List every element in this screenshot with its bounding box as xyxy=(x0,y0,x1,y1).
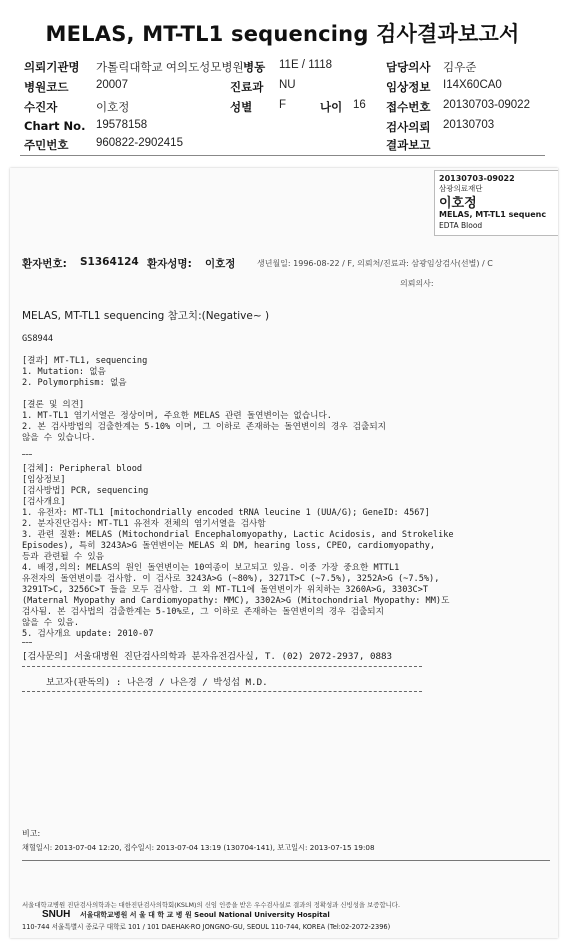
tag-specimen: EDTA Blood xyxy=(439,221,483,230)
receipt-no-label: 접수번호 xyxy=(386,100,431,114)
conclusion-line: [결론 및 의견] xyxy=(22,400,85,410)
specimen-line: 않을 수 있음. xyxy=(22,618,80,628)
specimen-line: 검사됨. 본 검사법의 검출한계는 5-10%로, 그 이하로 존재하는 돌연변이의 경우 검출되지 xyxy=(22,607,384,617)
header-divider xyxy=(20,155,545,156)
specimen-line: [검사개요] xyxy=(22,497,66,507)
specimen-line: 5. 검사개요 update: 2010-07 xyxy=(22,629,154,639)
requester: 의뢰의사: xyxy=(400,279,434,288)
hosp-code-value: 20007 xyxy=(96,79,128,91)
test-title: MELAS, MT-TL1 sequencing 참고치:(Negative~ ) xyxy=(22,310,270,322)
footer-note: 서울대학교병원 진단검사의학과는 대한진단검사의학회(KSLM)의 신임 인증을 받은 우수검사실로 결과의 정확성과 신빙성을 보증합니다. xyxy=(22,901,401,909)
sex-value: F xyxy=(279,99,287,111)
specimen-line: 3291T>C, 3256C>T 들을 모두 검사함. 그 외 MT-TL1에 돌연변이가 위치하는 3260A>G, 3303C>T xyxy=(22,585,429,595)
tag-test: MELAS, MT-TL1 sequenc xyxy=(439,210,547,219)
ward-label: 병동 xyxy=(243,60,266,74)
ssn-value: 960822-2902415 xyxy=(96,137,183,149)
sex-label: 성별 xyxy=(230,100,253,114)
test-code: GS8944 xyxy=(22,334,54,344)
dates-line: 채혈일시: 2013-07-04 12:20, 접수일시: 2013-07-04 13:19 (130704-141), 보고일시: 2013-07-15 19:08 xyxy=(22,843,375,852)
patient-no: S1364124 xyxy=(80,256,139,268)
conclusion-line: 2. 본 검사방법의 검출한계는 5-10% 이며, 그 이하로 존재하는 돌연변이의 경우 검출되지 xyxy=(22,422,386,432)
tag-lab: 삼광의료재단 xyxy=(439,184,483,193)
specimen-line: 2. 분자진단검사: MT-TL1 유전자 전체의 염기서열을 검사함 xyxy=(22,519,266,529)
hosp-code-label: 병원코드 xyxy=(24,80,69,94)
req-org-label: 의뢰기관명 xyxy=(24,60,80,74)
specimen-line: [검사방법] PCR, sequencing xyxy=(22,486,149,496)
doctor-label: 담당의사 xyxy=(386,60,431,74)
dept-value: NU xyxy=(279,79,296,91)
req-org-value: 가톨릭대학교 여의도성모병원 xyxy=(96,62,244,74)
result-line: [결과] MT-TL1, sequencing xyxy=(22,356,148,366)
specimen-line: 4. 배경,의의: MELAS의 원인 돌연변이는 10여종이 보고되고 있음. 이중 가장 중요한 MTTL1 xyxy=(22,563,400,573)
specimen-line: Episodes), 특히 3243A>G 돌연변이는 MELAS 외 DM, hearing loss, CPEO, cardiomyopathy, xyxy=(22,541,436,551)
specimen-line: [검체]: Peripheral blood xyxy=(22,464,143,474)
remarks-label: 비고: xyxy=(22,829,41,838)
receipt-no-value: 20130703-09022 xyxy=(443,99,530,111)
ward-value: 11E / 1118 xyxy=(279,59,333,71)
result-line: 2. Polymorphism: 없음 xyxy=(22,378,127,388)
doctor-value: 김우준 xyxy=(443,62,477,74)
patient-info: 생년월일: 1996-08-22 / F, 의뢰처/진료과: 삼광임상검사(선별) / C xyxy=(257,259,493,268)
patient-no-label: 환자번호: xyxy=(22,258,67,270)
chart-no-value: 19578158 xyxy=(96,119,148,131)
reporter: 보고자(판독의) : 나은경 / 나은경 / 박성섭 M.D. xyxy=(46,677,268,688)
collector-label: 수진자 xyxy=(24,100,58,114)
age-value: 16 xyxy=(353,99,366,111)
chart-no-label: Chart No. xyxy=(24,119,86,133)
report-title: MELAS, MT-TL1 sequencing 검사결과보고서 xyxy=(45,22,520,46)
dates-divider xyxy=(22,860,550,861)
hospital-line: 서울대학교병원 서 울 대 학 교 병 원 Seoul National University Hospital xyxy=(80,911,330,919)
clinical-info-label: 임상정보 xyxy=(386,80,431,94)
separator xyxy=(22,691,422,692)
specimen-line: 등과 관련될 수 있음 xyxy=(22,552,104,562)
address-line: 110-744 서울특별시 종로구 대학로 101 / 101 DAEHAK-RO JONGNO-GU, SEOUL 110-744, KOREA (Tel:02-2072-2396) xyxy=(22,923,391,931)
separator xyxy=(22,642,32,643)
request-date-label: 검사의뢰 xyxy=(386,120,431,134)
specimen-line: 3. 관련 질환: MELAS (Mitochondrial Encephalomyopathy, Lactic Acidosis, and Strokelike xyxy=(22,530,454,540)
patient-name: 이호정 xyxy=(205,258,236,270)
conclusion-line: 1. MT-TL1 염기서열은 정상이며, 주요한 MELAS 관련 돌연변이는 없습니다. xyxy=(22,411,332,421)
report-date-label: 결과보고 xyxy=(386,138,431,152)
specimen-line: 유전자의 돌연변이를 검사함. 이 검사로 3243A>G (~80%), 3271T>C (~7.5%), 3252A>G (~7.5%), xyxy=(22,574,440,584)
separator xyxy=(22,666,422,667)
scanned-report xyxy=(10,168,558,938)
dept-label: 진료과 xyxy=(230,80,264,94)
conclusion-line: 않을 수 있습니다. xyxy=(22,433,96,443)
lab-inquiry: [검사문의] 서울대병원 진단검사의학과 분자유전검사실, T. (02) 2072-2937, 0883 xyxy=(22,651,393,662)
snuh-logo: SNUH xyxy=(42,909,71,920)
request-date-value: 20130703 xyxy=(443,119,495,131)
tag-name: 이호정 xyxy=(439,196,477,211)
clinical-info-value: I14X60CA0 xyxy=(443,79,502,91)
specimen-line: 1. 유전자: MT-TL1 [mitochondrially encoded tRNA leucine 1 (UUA/G); GeneID: 4567] xyxy=(22,508,430,518)
ssn-label: 주민번호 xyxy=(24,138,69,152)
specimen-label xyxy=(434,170,558,236)
age-label: 나이 xyxy=(320,100,343,114)
specimen-line: [임상정보] xyxy=(22,475,66,485)
separator xyxy=(22,454,32,455)
result-line: 1. Mutation: 없음 xyxy=(22,367,106,377)
patient-name-label: 환자성명: xyxy=(147,258,192,270)
collector-value: 이호정 xyxy=(96,102,130,114)
tag-receipt: 20130703-09022 xyxy=(439,174,515,183)
specimen-line: (Maternal Myopathy and Cardiomyopathy: MMC), 3302A>G (Mitochondrial Myopathy: MM)도 xyxy=(22,596,450,606)
